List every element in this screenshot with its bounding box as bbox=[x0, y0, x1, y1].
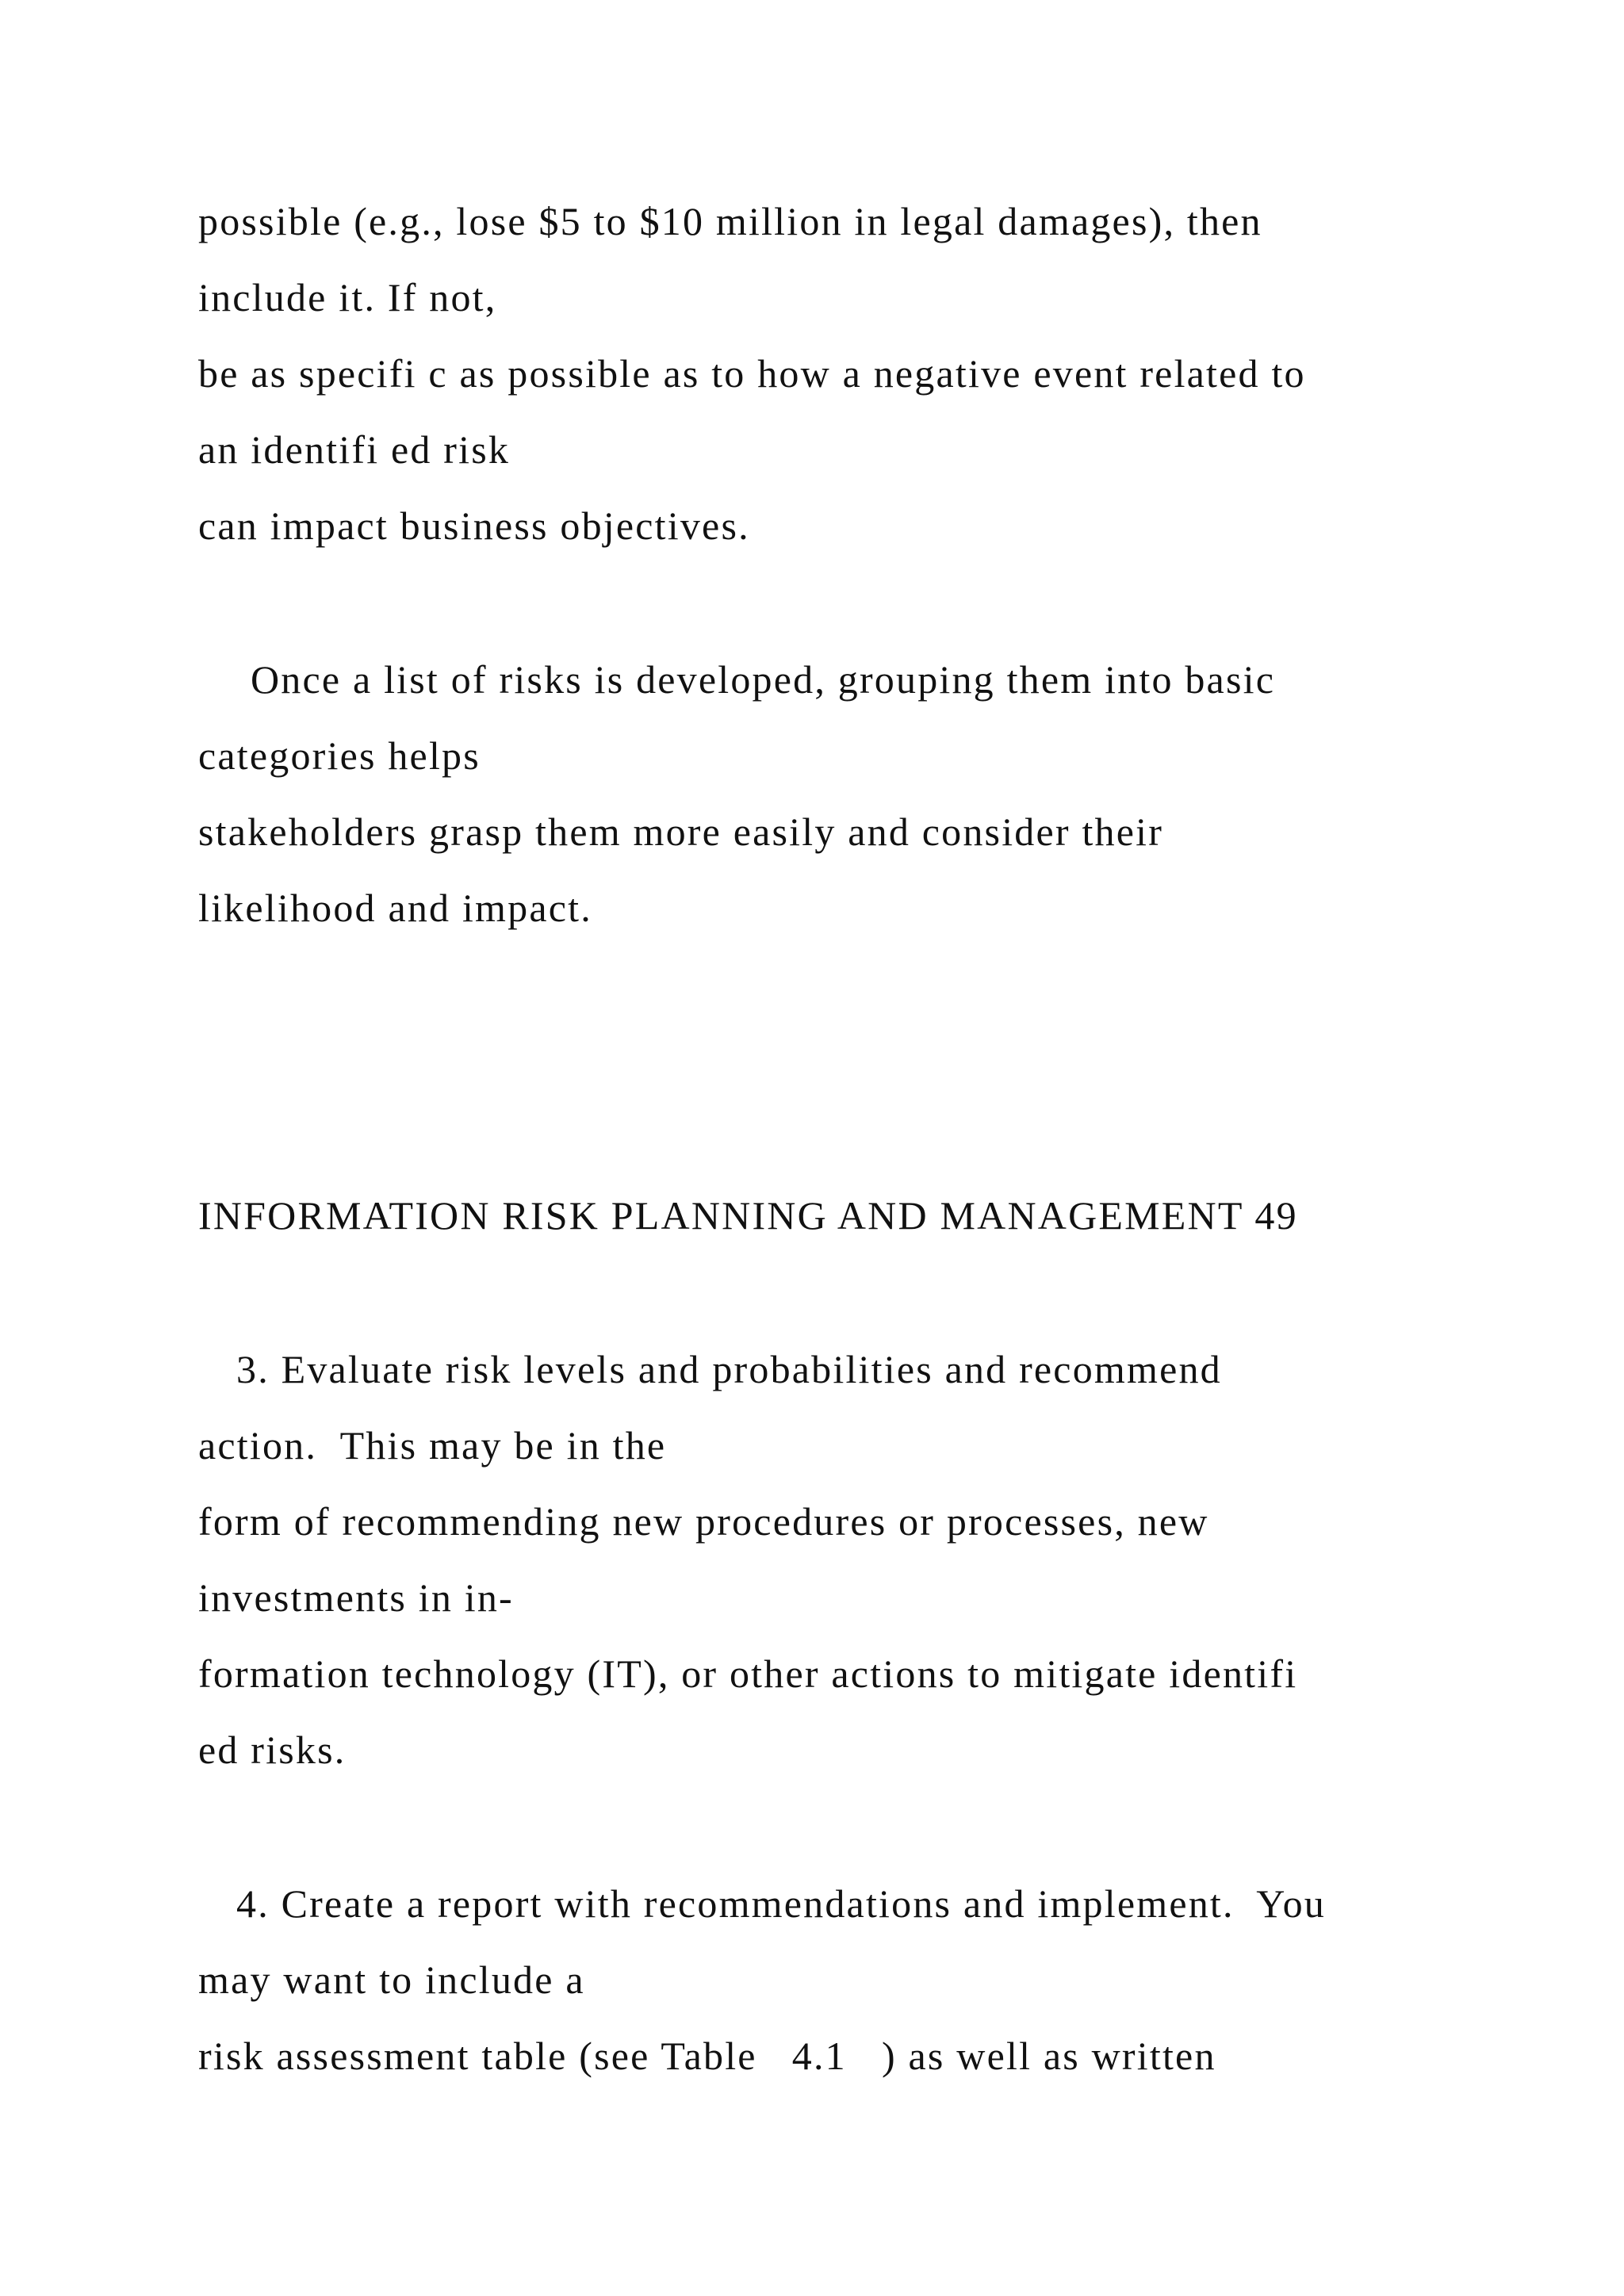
text-line: 3. Evaluate risk levels and probabilities and recommend bbox=[236, 1347, 1222, 1391]
text-line: formation technology (IT), or other actions to mitigate identifi bbox=[198, 1651, 1298, 1696]
text-line: can impact business objectives. bbox=[198, 503, 750, 548]
text-line: an identifi ed risk bbox=[198, 427, 511, 472]
text-line: action. This may be in the bbox=[198, 1423, 667, 1468]
text-line: be as specifi c as possible as to how a negative event related to bbox=[198, 351, 1306, 396]
text-line: categories helps bbox=[198, 733, 481, 778]
text-line: may want to include a bbox=[198, 1957, 585, 2002]
text-line: ed risks. bbox=[198, 1728, 347, 1772]
text-line: 4. Create a report with recommendations and implement. You bbox=[236, 1881, 1326, 1926]
text-line: likelihood and impact. bbox=[198, 886, 592, 930]
text-line: Once a list of risks is developed, grouping them into basic bbox=[251, 657, 1276, 702]
text-line: risk assessment table (see Table 4.1 ) as well as written bbox=[198, 2034, 1216, 2078]
text-line: stakeholders grasp them more easily and consider their bbox=[198, 809, 1164, 854]
text-line: form of recommending new procedures or processes, new bbox=[198, 1499, 1209, 1544]
text-line: possible (e.g., lose $5 to $10 million in legal damages), then bbox=[198, 199, 1262, 243]
text-line: include it. If not, bbox=[198, 275, 497, 320]
text-line: investments in in- bbox=[198, 1575, 514, 1620]
running-header: INFORMATION RISK PLANNING AND MANAGEMENT 49 bbox=[198, 1193, 1298, 1238]
